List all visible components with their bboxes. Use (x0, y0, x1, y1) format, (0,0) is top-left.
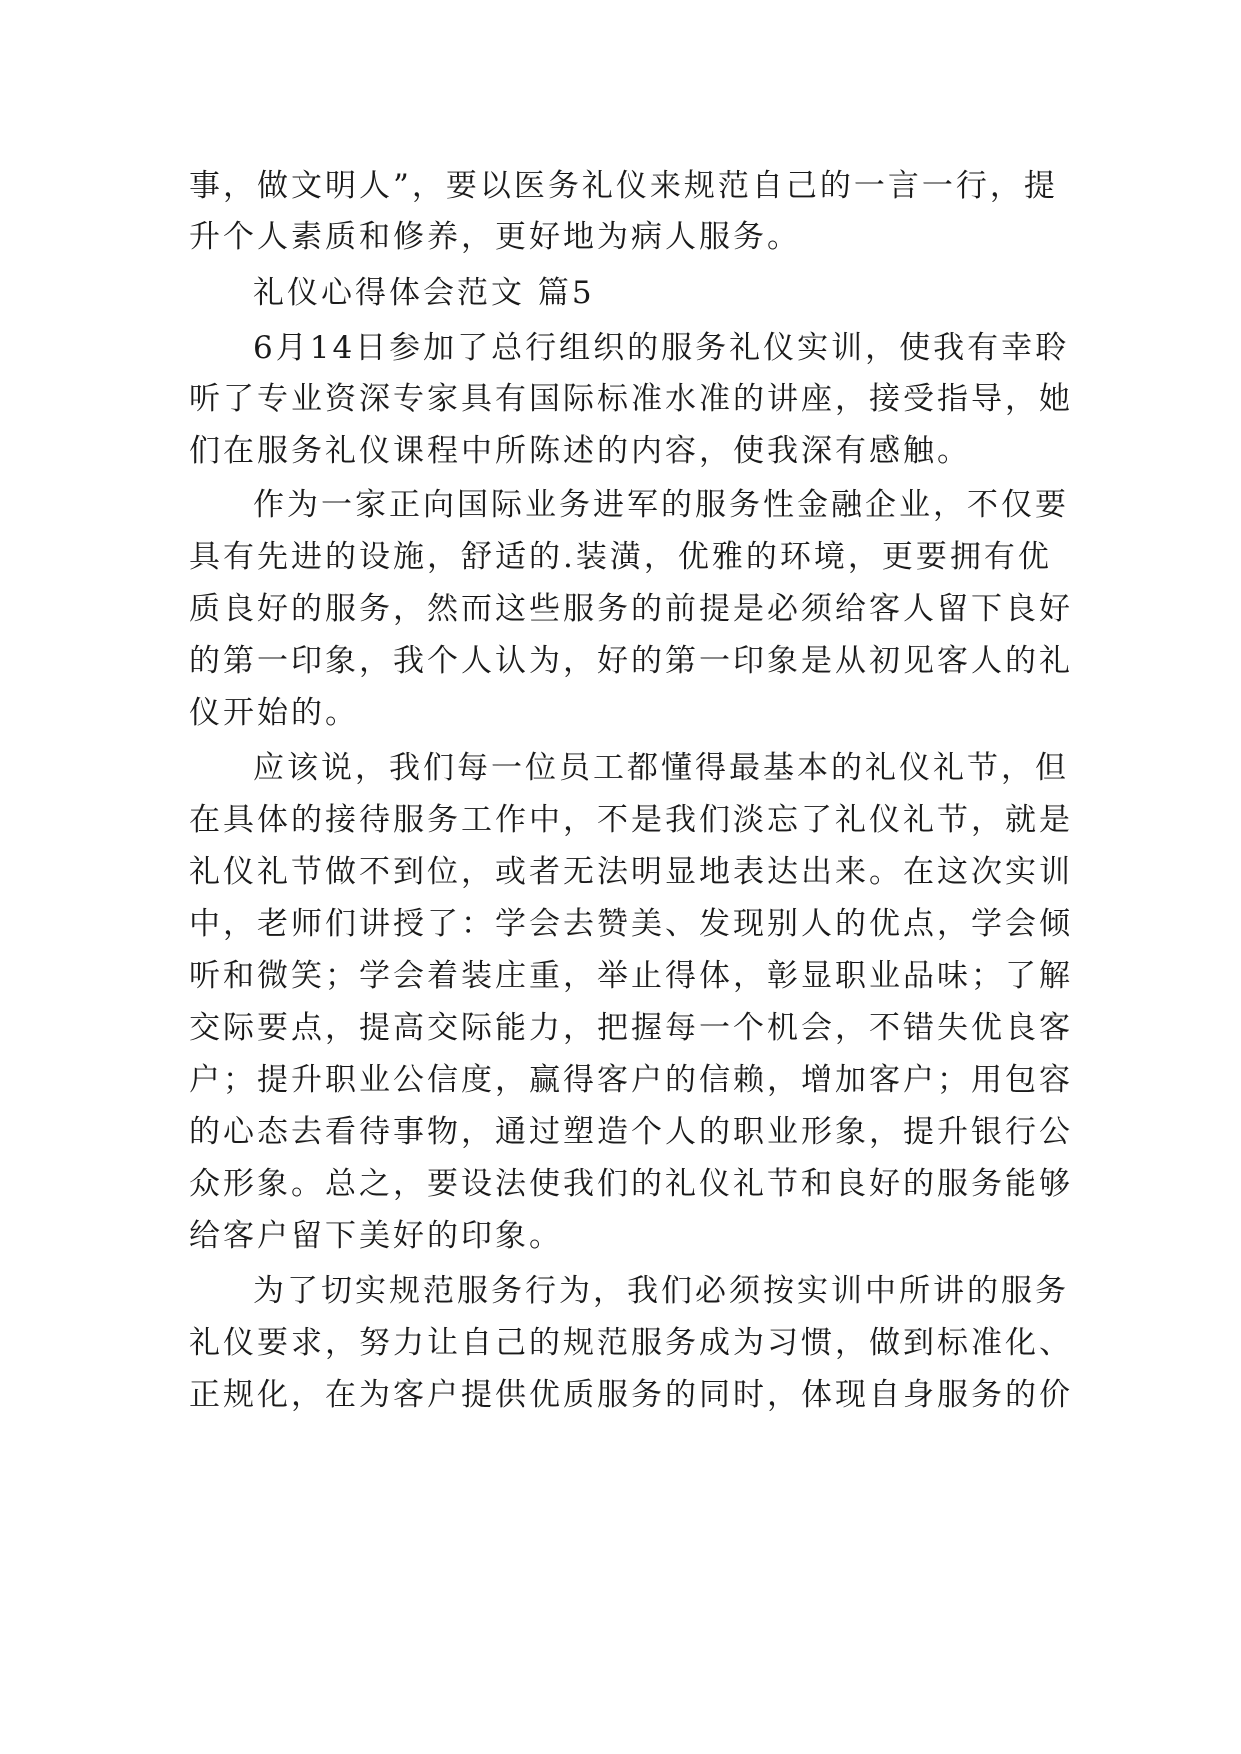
text-line: 交际要点，提高交际能力，把握每一个机会，不错失优良客 (189, 1010, 1073, 1046)
text-line: 事，做文明人”，要以医务礼仪来规范自己的一言一行，提 (189, 168, 1058, 204)
text-line: 礼仪礼节做不到位，或者无法明显地表达出来。在这次实训 (189, 854, 1073, 890)
text-line: 听和微笑；学会着装庄重，举止得体，彰显职业品味；了解 (189, 958, 1073, 994)
text-line: 户；提升职业公信度，赢得客户的信赖，增加客户；用包容 (189, 1062, 1073, 1098)
text-line: 仪开始的。 (189, 695, 359, 731)
text-line: 给客户留下美好的印象。 (189, 1218, 563, 1254)
text-line: 应该说，我们每一位员工都懂得最基本的礼仪礼节，但 (253, 750, 1069, 786)
text-line: 的心态去看待事物，通过塑造个人的职业形象，提升银行公 (189, 1114, 1073, 1150)
text-line: 在具体的接待服务工作中，不是我们淡忘了礼仪礼节，就是 (189, 802, 1073, 838)
text-line: 的第一印象，我个人认为，好的第一印象是从初见客人的礼 (189, 643, 1073, 679)
text-line: 具有先进的设施，舒适的.装潢，优雅的环境，更要拥有优 (189, 539, 1052, 575)
text-line: 质良好的服务，然而这些服务的前提是必须给客人留下良好 (189, 591, 1073, 627)
text-line: 升个人素质和修养，更好地为病人服务。 (189, 219, 801, 255)
text-line: 作为一家正向国际业务进军的服务性金融企业，不仅要 (253, 487, 1069, 523)
text-line: 为了切实规范服务行为，我们必须按实训中所讲的服务 (253, 1273, 1069, 1309)
text-line: 6月14日参加了总行组织的服务礼仪实训，使我有幸聆 (253, 330, 1070, 366)
section-heading: 礼仪心得体会范文 篇5 (253, 275, 595, 311)
text-line: 们在服务礼仪课程中所陈述的内容，使我深有感触。 (189, 433, 971, 469)
text-line: 正规化，在为客户提供优质服务的同时，体现自身服务的价 (189, 1377, 1073, 1413)
text-line: 听了专业资深专家具有国际标准水准的讲座，接受指导，她 (189, 381, 1073, 417)
text-line: 中，老师们讲授了：学会去赞美、发现别人的优点，学会倾 (189, 906, 1073, 942)
text-line: 众形象。总之，要设法使我们的礼仪礼节和良好的服务能够 (189, 1166, 1073, 1202)
text-line: 礼仪要求，努力让自己的规范服务成为习惯，做到标准化、 (189, 1325, 1073, 1361)
